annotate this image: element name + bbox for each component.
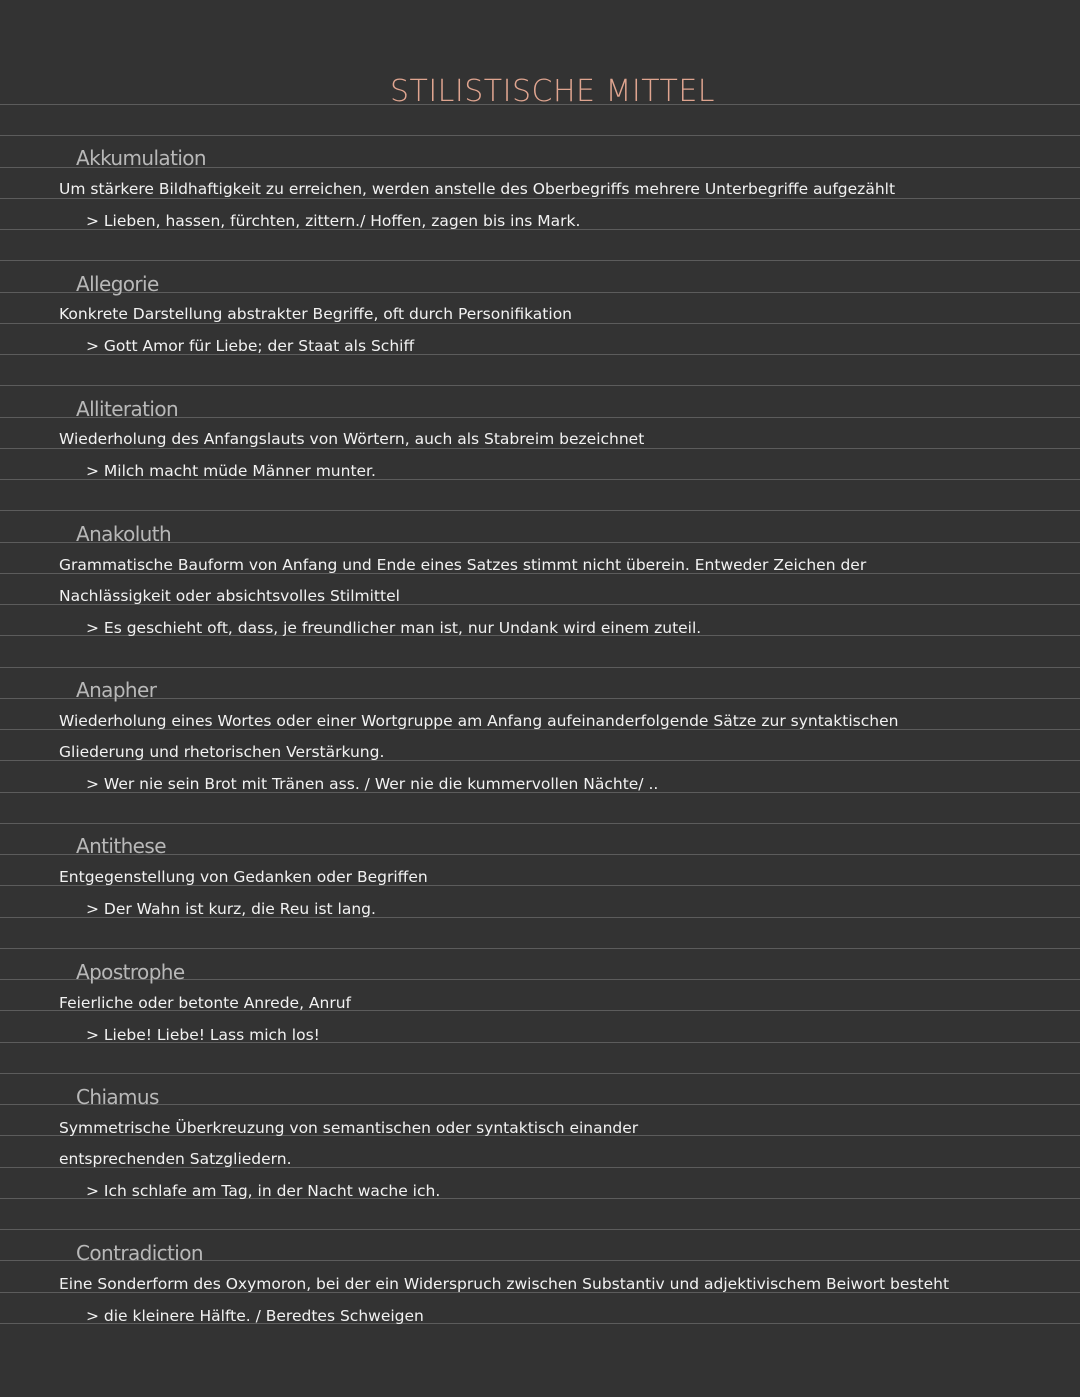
definition-line: Nachlässigkeit oder absichtsvolles Stilmittel — [59, 587, 400, 605]
term-heading: Akkumulation — [76, 146, 206, 170]
ruled-line — [0, 385, 1080, 386]
example-line: > Gott Amor für Liebe; der Staat als Schiff — [86, 337, 415, 355]
ruled-line — [0, 448, 1080, 449]
ruled-line — [0, 698, 1080, 699]
definition-line: Symmetrische Überkreuzung von semantischen oder syntaktisch einander — [59, 1119, 639, 1137]
term-heading: Anakoluth — [76, 522, 172, 546]
definition-line: Feierliche oder betonte Anrede, Anruf — [59, 994, 352, 1012]
example-line: > Ich schlafe am Tag, in der Nacht wache ich. — [86, 1182, 441, 1200]
ruled-line — [0, 292, 1080, 293]
definition-line: Wiederholung eines Wortes oder einer Wortgruppe am Anfang aufeinanderfolgende Sätze zur syntaktischen — [59, 712, 899, 730]
definition-line: Wiederholung des Anfangslauts von Wörtern, auch als Stabreim bezeichnet — [59, 430, 645, 448]
term-heading: Chiamus — [76, 1085, 159, 1109]
definition-line: Gliederung und rhetorischen Verstärkung. — [59, 743, 385, 761]
term-heading: Anapher — [76, 678, 157, 702]
page-title: STILISTISCHE MITTEL — [389, 74, 716, 109]
ruled-line — [0, 1229, 1080, 1230]
term-heading: Antithese — [76, 834, 166, 858]
term-heading: Alliteration — [76, 397, 179, 421]
ruled-line — [0, 323, 1080, 324]
example-line: > Lieben, hassen, fürchten, zittern./ Hoffen, zagen bis ins Mark. — [86, 212, 581, 230]
ruled-line — [0, 135, 1080, 136]
term-heading: Contradiction — [76, 1241, 203, 1265]
definition-line: entsprechenden Satzgliedern. — [59, 1150, 292, 1168]
example-line: > Es geschieht oft, dass, je freundlicher man ist, nur Undank wird einem zuteil. — [86, 619, 702, 637]
example-line: > Liebe! Liebe! Lass mich los! — [86, 1026, 320, 1044]
ruled-line — [0, 667, 1080, 668]
example-line: > Wer nie sein Brot mit Tränen ass. / Wer nie die kummervollen Nächte/ .. — [86, 775, 659, 793]
definition-line: Eine Sonderform des Oxymoron, bei der ein Widerspruch zwischen Substantiv und adjektivischem Beiwort besteht — [59, 1275, 950, 1293]
definition-line: Grammatische Bauform von Anfang und Ende eines Satzes stimmt nicht überein. Entweder Zeichen der — [59, 556, 867, 574]
example-line: > Der Wahn ist kurz, die Reu ist lang. — [86, 900, 376, 918]
example-line: > Milch macht müde Männer munter. — [86, 462, 376, 480]
ruled-line — [0, 198, 1080, 199]
definition-line: Konkrete Darstellung abstrakter Begriffe, oft durch Personifikation — [59, 305, 572, 323]
definition-line: Um stärkere Bildhaftigkeit zu erreichen, werden anstelle des Oberbegriffs mehrere Unterbegriffe aufgezählt — [59, 180, 896, 198]
definition-line: Entgegenstellung von Gedanken oder Begriffen — [59, 868, 428, 886]
ruled-line — [0, 1104, 1080, 1105]
example-line: > die kleinere Hälfte. / Beredtes Schweigen — [86, 1307, 424, 1325]
ruled-line — [0, 260, 1080, 261]
ruled-line — [0, 1073, 1080, 1074]
term-heading: Apostrophe — [76, 960, 185, 984]
ruled-line — [0, 948, 1080, 949]
ruled-line — [0, 823, 1080, 824]
ruled-line — [0, 510, 1080, 511]
term-heading: Allegorie — [76, 272, 159, 296]
